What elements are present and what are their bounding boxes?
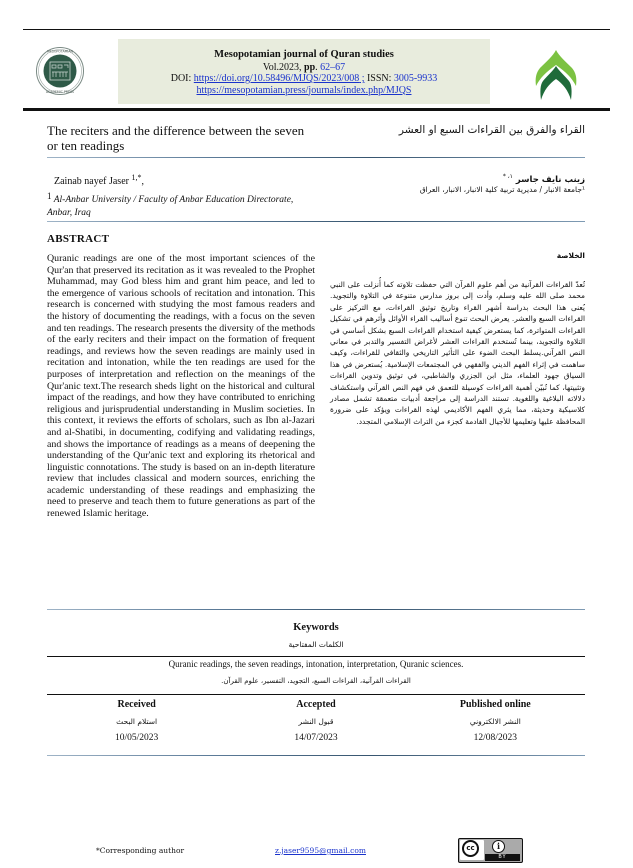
journal-header-box	[118, 39, 490, 104]
article-title-ar: القراء والفرق بين القراءات السبع او العشر	[398, 124, 585, 136]
affiliation-en	[47, 190, 317, 220]
author-email-link[interactable]: z.jaser9595@gmail.com	[275, 846, 366, 855]
corresponding-author-label: *Corresponding author	[96, 846, 185, 855]
doi-line	[118, 73, 490, 85]
affil-marker-en: 1	[47, 191, 52, 201]
by-label: BY	[485, 854, 520, 861]
keywords-bottom-rule	[47, 694, 585, 695]
date-label-ar: استلام البحث	[116, 717, 158, 726]
issn-value: 3005-9933	[393, 73, 438, 84]
date-accepted	[226, 697, 405, 745]
header-top-rule	[23, 29, 610, 30]
volume: Vol.2023,	[262, 61, 305, 73]
abstract-heading: ABSTRACT	[47, 233, 110, 245]
pages-separator: .	[315, 61, 321, 73]
date-label-ar: قبول النشر	[298, 717, 334, 726]
doi-link[interactable]: https://doi.org/10.58496/MJQS/2023/008	[193, 73, 360, 84]
author-name-ar: زينب نايف جاسر	[515, 174, 585, 185]
date-value: 10/05/2023	[115, 733, 159, 743]
abstract-text-ar: تُعدّ القراءات القرآنية من أهم علوم القرآن التي حفظت تلاوته كما أُنزلت على النبي محمد صلى الله عليه وسلم، وأدت إلى بروز مدارس متنوعة في التلاوة والتجويد. يُعنى هذا البحث بدراسة أشهر القراء وتاريخ توثيق القراءات، مع التركيز على القراءات السبع والعشر. يعرض البحث تنوع أساليب القراء الأوائل وأثرهم في تشكيل القراءات المتواترة، كما يستعرض كيفية استخدام القراءات السبع بشكل أساسي في التلاوة والتجويد، بينما تُستخدم القراءات العشر لأغراض التفسير والتدبر في معاني النص القرآني.يسلط البحث الضوء على التأثير التاريخي والثقافي للقراءات، وكيف ساهمت في إثراء الفهم الديني والفقهي في المجتمعات الإسلامية. يُستعرض في هذا السياق جهود العلماء، مثل ابن الجزري والشاطبي، في توثيق وتدوين القراءات وتثبيتها، كما تُبيّن أهمية القراءات كوسيلة للتعمق في فهم النص القرآني واستكشاف دلالاته البلاغية واللغوية. تستند الدراسة إلى مراجعة أدبيات متعمقة تشمل مصادر كلاسيكية وحديثة، مما يثري الفهم الأكاديمي لهذه القراءات ويؤكد على ضرورة المحافظة عليها وتعليمها للأجيال القادمة كجزء من التراث الإسلامي المتجدد.	[330, 280, 585, 426]
volume-line	[118, 62, 490, 74]
date-received	[47, 697, 226, 745]
date-published	[406, 697, 585, 745]
svg-text:MESOPOTAMIAN: MESOPOTAMIAN	[47, 49, 73, 54]
journal-url-link[interactable]: https://mesopotamian.press/journals/index.php/MJQS	[196, 84, 412, 96]
creative-commons-icon: cc	[462, 840, 479, 857]
date-label-ar: النشر الالكتروني	[469, 717, 521, 726]
dates-divider	[47, 755, 585, 756]
keywords-ar: القراءات القرآنية، القراءات السبع، التجويد، التفسير، علوم القرآن.	[221, 677, 411, 685]
journal-title: Mesopotamian journal of Quran studies	[214, 49, 394, 60]
cc-by-license-badge[interactable]	[458, 838, 523, 863]
pages-range: 62–67	[320, 61, 346, 73]
author-en	[54, 173, 144, 187]
date-label: Accepted	[296, 699, 336, 710]
attribution-person-icon: i	[492, 840, 505, 853]
author-divider	[47, 221, 585, 222]
keywords-top-rule	[47, 656, 585, 657]
journal-url-line	[118, 85, 490, 97]
green-dome-logo-icon	[532, 48, 580, 102]
issn-label: ISSN:	[364, 73, 394, 84]
date-value: 12/08/2023	[473, 733, 517, 743]
affiliation-ar: ¹جامعة الانبار / مديرية تربية كلية الانبار، الانبار، العراق	[419, 185, 585, 194]
author-affil-marker-ar: ١، *	[502, 173, 513, 180]
author-trailing: ,	[141, 176, 144, 187]
date-label: Published online	[459, 699, 531, 710]
keywords-heading: Keywords	[293, 622, 339, 633]
pages-label: pp	[304, 61, 316, 73]
svg-text:ACADEMIC PRESS: ACADEMIC PRESS	[45, 90, 75, 94]
author-affil-marker-en: 1,*	[131, 173, 142, 182]
dates-table	[47, 697, 585, 745]
article-title-en: The reciters and the difference between the seven or ten readings	[47, 123, 305, 153]
doi-label: DOI:	[170, 73, 194, 84]
affil-text-en: Al-Anbar University / Faculty of Anbar Education Directorate, Anbar, Iraq	[47, 195, 294, 218]
abstract-divider	[47, 609, 585, 610]
date-label: Received	[117, 699, 156, 710]
date-value: 14/07/2023	[294, 733, 338, 743]
title-divider	[47, 157, 585, 158]
keywords-heading-ar: الكلمات المفتاحية	[288, 640, 344, 649]
author-name-en: Zainab nayef Jaser	[54, 176, 129, 187]
header-bottom-rule	[23, 108, 610, 111]
abstract-heading-ar: الخلاصة	[556, 251, 585, 260]
abstract-text-en: Quranic readings are one of the most important sciences of the Qur'an that preserved its recitation as it was revealed to the Prophet Muhammad, may God bless him and grant him peace, and led to the emergence of various schools of recitation and intonation. This research is concerned with studying the most famous readers and the history of documenting the readings, with a focus on the seven and ten readings. The research presents the diversity of the methods of the early reciters and their impact on the formation of frequent readings, and reviews how the seven readings are mainly used in recitation and intonation, while the ten readings are used for the purposes of interpretation and reflection on the meanings of the Qur'anic text.The research sheds light on the historical and cultural impact of the readings, and how they have contributed to enriching religious and jurisprudential understanding in Muslim societies. In this context, it reviews the efforts of scholars, such as Ibn al-Jazari and al-Shatibi, in documenting, codifying and validating readings, and shows the importance of readings as a means of deepening the understanding of the Qur'anic text and exploring its rhetorical and linguistic connotations. The study is based on an in-depth literature review that includes classical and modern sources, enriching the academic understanding of these readings and emphasizing the need to preserve and teach them to future generations as part of the renewed Islamic heritage.	[47, 253, 315, 520]
author-ar	[340, 173, 585, 185]
mesopotamian-seal-logo-icon	[35, 42, 85, 100]
keywords-en: Quranic readings, the seven readings, intonation, interpretation, Quranic sciences.	[168, 659, 464, 669]
doi-separator[interactable]: ;	[359, 73, 365, 84]
